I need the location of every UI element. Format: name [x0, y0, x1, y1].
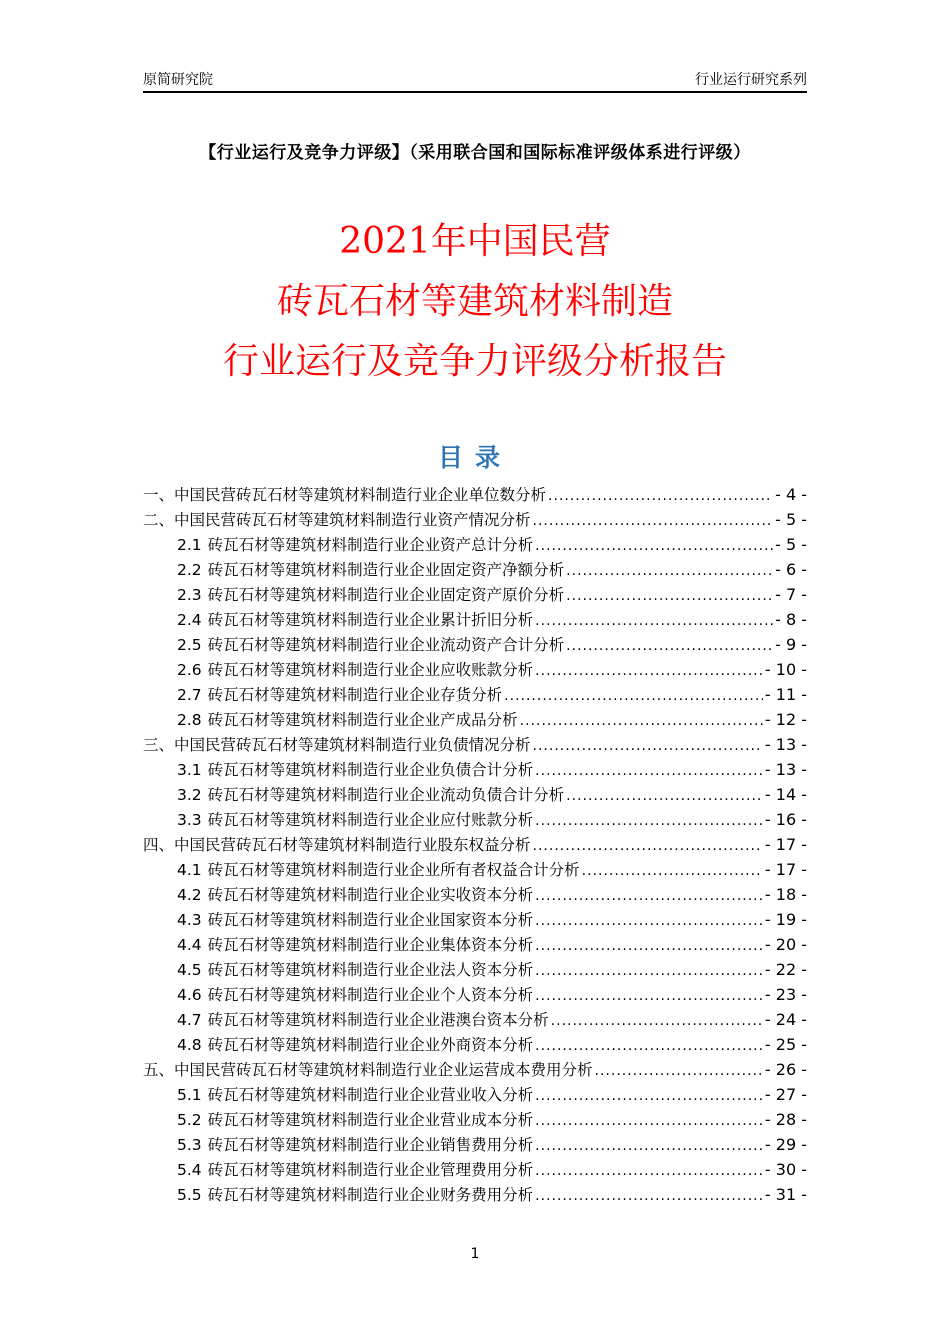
- toc-entry-page: - 5 -: [775, 510, 807, 529]
- toc-dot-leader: [535, 659, 763, 684]
- toc-entry-title: [177, 533, 533, 558]
- toc-entry-title: [177, 608, 533, 633]
- toc-entry[interactable]: [143, 582, 807, 607]
- toc-entry-title: [177, 858, 580, 883]
- toc-entry-label: 砖瓦石材等建筑材料制造行业企业实收资本分析: [207, 886, 534, 904]
- toc-entry-number: 二、: [143, 511, 175, 529]
- toc-entry-label: 砖瓦石材等建筑材料制造行业企业流动资产合计分析: [207, 636, 565, 654]
- toc-entry-label: 砖瓦石材等建筑材料制造行业企业应付账款分析: [207, 811, 534, 829]
- toc-entry-number: 2.3: [177, 586, 202, 604]
- toc-entry-page: - 5 -: [775, 535, 807, 554]
- toc-entry-page: - 22 -: [764, 960, 807, 979]
- toc-entry-page: - 29 -: [764, 1135, 807, 1154]
- toc-dot-leader: [582, 859, 763, 884]
- toc-entry-page: - 17 -: [764, 860, 807, 879]
- toc-entry-title: [177, 933, 533, 958]
- toc-entry-label: 砖瓦石材等建筑材料制造行业企业固定资产净额分析: [207, 561, 565, 579]
- toc-entry-number: 4.7: [177, 1011, 202, 1029]
- toc-entry-label: 砖瓦石材等建筑材料制造行业企业外商资本分析: [207, 1036, 534, 1054]
- toc-dot-leader: [535, 1159, 763, 1184]
- toc-entry-number: 4.4: [177, 936, 202, 954]
- page-number: 1: [470, 1246, 480, 1262]
- toc-entry-page: - 18 -: [764, 885, 807, 904]
- toc-entry-number: 3.3: [177, 811, 202, 829]
- toc-entry-number: 2.2: [177, 561, 202, 579]
- toc-entry[interactable]: [143, 482, 807, 507]
- toc-entry-label: 砖瓦石材等建筑材料制造行业企业资产总计分析: [207, 536, 534, 554]
- toc-entry-title: [177, 583, 564, 608]
- toc-dot-leader: [504, 684, 763, 709]
- toc-dot-leader: [520, 709, 763, 734]
- toc-entry-title: [143, 508, 531, 533]
- toc-entry-page: - 23 -: [764, 985, 807, 1004]
- toc-entry-title: [177, 558, 564, 583]
- toc-entry-label: 砖瓦石材等建筑材料制造行业企业个人资本分析: [207, 986, 534, 1004]
- table-of-contents: [143, 482, 807, 1207]
- toc-entry-title: [143, 483, 546, 508]
- toc-entry-page: - 14 -: [764, 785, 807, 804]
- toc-entry-label: 砖瓦石材等建筑材料制造行业企业法人资本分析: [207, 961, 534, 979]
- toc-entry-page: - 25 -: [764, 1035, 807, 1054]
- toc-entry-number: 4.3: [177, 911, 202, 929]
- toc-entry-number: 2.4: [177, 611, 202, 629]
- header-series: 行业运行研究系列: [695, 72, 807, 88]
- toc-entry-label: 砖瓦石材等建筑材料制造行业企业国家资本分析: [207, 911, 534, 929]
- toc-entry-label: 砖瓦石材等建筑材料制造行业企业集体资本分析: [207, 936, 534, 954]
- toc-entry[interactable]: [143, 857, 807, 882]
- toc-entry[interactable]: [143, 757, 807, 782]
- toc-entry-label: 砖瓦石材等建筑材料制造行业企业销售费用分析: [207, 1136, 534, 1154]
- toc-entry-number: 5.5: [177, 1186, 202, 1204]
- toc-dot-leader: [535, 1134, 763, 1159]
- toc-entry-page: - 4 -: [775, 485, 807, 504]
- toc-entry-page: - 11 -: [764, 685, 807, 704]
- toc-entry-number: 5.3: [177, 1136, 202, 1154]
- toc-entry-label: 砖瓦石材等建筑材料制造行业企业财务费用分析: [207, 1186, 534, 1204]
- page-header: [143, 66, 807, 93]
- toc-dot-leader: [535, 1084, 763, 1109]
- toc-dot-leader: [533, 509, 774, 534]
- toc-entry-page: - 19 -: [764, 910, 807, 929]
- toc-entry-title: [177, 883, 533, 908]
- toc-entry-label: 中国民营砖瓦石材等建筑材料制造行业企业运营成本费用分析: [174, 1061, 593, 1079]
- toc-dot-leader: [566, 584, 773, 609]
- toc-entry-number: 2.1: [177, 536, 202, 554]
- toc-entry-number: 四、: [143, 836, 175, 854]
- toc-entry-number: 2.6: [177, 661, 202, 679]
- toc-dot-leader: [535, 1109, 763, 1134]
- toc-entry-label: 砖瓦石材等建筑材料制造行业企业流动负债合计分析: [207, 786, 565, 804]
- toc-dot-leader: [535, 759, 763, 784]
- toc-entry[interactable]: [143, 907, 807, 932]
- toc-entry-title: [177, 908, 533, 933]
- toc-entry-number: 3.2: [177, 786, 202, 804]
- toc-entry-number: 2.7: [177, 686, 202, 704]
- toc-entry[interactable]: [143, 1057, 807, 1082]
- toc-entry-title: [177, 983, 533, 1008]
- toc-entry-number: 4.6: [177, 986, 202, 1004]
- toc-entry-title: [143, 1058, 593, 1083]
- toc-entry-number: 2.5: [177, 636, 202, 654]
- toc-entry-title: [177, 958, 533, 983]
- toc-entry[interactable]: [143, 607, 807, 632]
- toc-dot-leader: [535, 934, 763, 959]
- toc-entry-number: 五、: [143, 1061, 175, 1079]
- toc-entry-title: [177, 1158, 533, 1183]
- toc-entry[interactable]: [143, 1132, 807, 1157]
- toc-entry-title: [177, 1008, 549, 1033]
- toc-entry[interactable]: [143, 832, 807, 857]
- toc-dot-leader: [566, 634, 773, 659]
- toc-entry[interactable]: [143, 957, 807, 982]
- toc-entry[interactable]: [143, 1082, 807, 1107]
- toc-entry[interactable]: [143, 707, 807, 732]
- toc-entry[interactable]: [143, 882, 807, 907]
- toc-entry-number: 三、: [143, 736, 175, 754]
- toc-dot-leader: [535, 984, 763, 1009]
- toc-entry-page: - 28 -: [764, 1110, 807, 1129]
- toc-entry-page: - 13 -: [764, 735, 807, 754]
- toc-entry-label: 砖瓦石材等建筑材料制造行业企业所有者权益合计分析: [207, 861, 580, 879]
- toc-entry-title: [177, 783, 564, 808]
- toc-entry[interactable]: [143, 1157, 807, 1182]
- toc-dot-leader: [535, 1034, 763, 1059]
- toc-entry-label: 中国民营砖瓦石材等建筑材料制造行业企业单位数分析: [174, 486, 547, 504]
- toc-dot-leader: [533, 734, 763, 759]
- toc-entry-page: - 26 -: [764, 1060, 807, 1079]
- toc-dot-leader: [595, 1059, 763, 1084]
- toc-entry-page: - 30 -: [764, 1160, 807, 1179]
- toc-dot-leader: [566, 784, 763, 809]
- toc-entry-label: 中国民营砖瓦石材等建筑材料制造行业资产情况分析: [174, 511, 531, 529]
- toc-entry-label: 中国民营砖瓦石材等建筑材料制造行业股东权益分析: [174, 836, 531, 854]
- toc-entry-title: [177, 808, 533, 833]
- toc-entry-label: 砖瓦石材等建筑材料制造行业企业管理费用分析: [207, 1161, 534, 1179]
- toc-entry-number: 5.4: [177, 1161, 202, 1179]
- toc-entry-title: [177, 658, 533, 683]
- toc-entry-title: [143, 833, 531, 858]
- toc-entry[interactable]: [143, 732, 807, 757]
- toc-dot-leader: [535, 1184, 763, 1209]
- toc-entry-label: 砖瓦石材等建筑材料制造行业企业营业成本分析: [207, 1111, 534, 1129]
- toc-entry-page: - 7 -: [775, 585, 807, 604]
- toc-entry-title: [177, 1133, 533, 1158]
- toc-dot-leader: [535, 909, 763, 934]
- toc-entry-number: 4.1: [177, 861, 202, 879]
- toc-entry-number: 2.8: [177, 711, 202, 729]
- title-line-2: 砖瓦石材等建筑材料制造: [276, 281, 673, 322]
- toc-entry[interactable]: [143, 1007, 807, 1032]
- toc-entry-number: 5.1: [177, 1086, 202, 1104]
- toc-dot-leader: [535, 534, 773, 559]
- toc-entry-title: [177, 633, 564, 658]
- toc-entry-page: - 17 -: [764, 835, 807, 854]
- toc-entry-page: - 9 -: [775, 635, 807, 654]
- toc-entry-title: [177, 758, 533, 783]
- toc-entry-page: - 8 -: [775, 610, 807, 629]
- toc-entry-number: 4.2: [177, 886, 202, 904]
- toc-entry-page: - 10 -: [764, 660, 807, 679]
- toc-entry-title: [177, 1033, 533, 1058]
- toc-dot-leader: [535, 809, 763, 834]
- toc-entry-page: - 12 -: [764, 710, 807, 729]
- toc-entry[interactable]: [143, 932, 807, 957]
- toc-entry-label: 砖瓦石材等建筑材料制造行业企业存货分析: [207, 686, 503, 704]
- toc-entry-page: - 6 -: [775, 560, 807, 579]
- toc-dot-leader: [566, 559, 773, 584]
- toc-entry[interactable]: [143, 982, 807, 1007]
- toc-entry[interactable]: [143, 557, 807, 582]
- toc-dot-leader: [535, 959, 763, 984]
- toc-dot-leader: [533, 834, 763, 859]
- toc-entry-label: 砖瓦石材等建筑材料制造行业企业港澳台资本分析: [207, 1011, 549, 1029]
- toc-entry-page: - 31 -: [764, 1185, 807, 1204]
- toc-entry[interactable]: [143, 632, 807, 657]
- toc-entry-number: 4.8: [177, 1036, 202, 1054]
- toc-entry-title: [177, 708, 518, 733]
- toc-entry-page: - 27 -: [764, 1085, 807, 1104]
- toc-entry[interactable]: [143, 782, 807, 807]
- toc-entry-label: 中国民营砖瓦石材等建筑材料制造行业负债情况分析: [174, 736, 531, 754]
- toc-entry[interactable]: [143, 1107, 807, 1132]
- toc-entry-page: - 13 -: [764, 760, 807, 779]
- toc-entry[interactable]: [143, 682, 807, 707]
- title-line-1: 2021年中国民营: [339, 221, 611, 262]
- toc-dot-leader: [548, 484, 773, 509]
- toc-entry-title: [177, 1083, 533, 1108]
- toc-entry-page: - 16 -: [764, 810, 807, 829]
- toc-dot-leader: [535, 609, 773, 634]
- toc-entry-label: 砖瓦石材等建筑材料制造行业企业负债合计分析: [207, 761, 534, 779]
- header-organization: 原简研究院: [143, 72, 213, 88]
- toc-entry-label: 砖瓦石材等建筑材料制造行业企业固定资产原价分析: [207, 586, 565, 604]
- toc-entry-label: 砖瓦石材等建筑材料制造行业企业营业收入分析: [207, 1086, 534, 1104]
- toc-entry-title: [177, 1183, 533, 1208]
- toc-entry-title: [143, 733, 531, 758]
- toc-entry-number: 3.1: [177, 761, 202, 779]
- toc-entry-label: 砖瓦石材等建筑材料制造行业企业应收账款分析: [207, 661, 534, 679]
- title-line-3: 行业运行及竞争力评级分析报告: [222, 341, 727, 382]
- toc-entry-label: 砖瓦石材等建筑材料制造行业企业产成品分析: [207, 711, 518, 729]
- toc-heading: 目录: [437, 443, 512, 472]
- toc-entry-title: [177, 683, 502, 708]
- toc-entry-page: - 24 -: [764, 1010, 807, 1029]
- toc-entry-title: [177, 1108, 533, 1133]
- toc-entry[interactable]: [143, 1182, 807, 1207]
- toc-entry-number: 一、: [143, 486, 175, 504]
- toc-entry[interactable]: [143, 657, 807, 682]
- toc-entry-label: 砖瓦石材等建筑材料制造行业企业累计折旧分析: [207, 611, 534, 629]
- toc-entry[interactable]: [143, 807, 807, 832]
- toc-entry[interactable]: [143, 532, 807, 557]
- toc-dot-leader: [551, 1009, 763, 1034]
- toc-entry[interactable]: [143, 507, 807, 532]
- toc-entry-number: 5.2: [177, 1111, 202, 1129]
- toc-entry-page: - 20 -: [764, 935, 807, 954]
- rating-note: 【行业运行及竞争力评级】（采用联合国和国际标准评级体系进行评级）: [199, 143, 751, 163]
- toc-entry[interactable]: [143, 1032, 807, 1057]
- report-title: [0, 212, 950, 392]
- toc-entry-number: 4.5: [177, 961, 202, 979]
- toc-dot-leader: [535, 884, 763, 909]
